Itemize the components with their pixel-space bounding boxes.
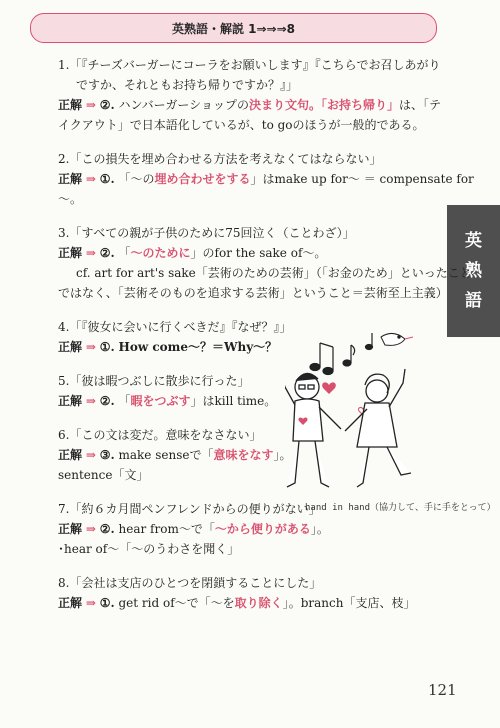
arrow-icon: ⇒ bbox=[85, 596, 96, 610]
answer-line: 正解 ⇒ ①. get rid of～で「～を取り除く」。branch「支店、枝」 bbox=[58, 596, 416, 610]
answer-number: ①. bbox=[99, 596, 115, 610]
answer-label: 正解 bbox=[58, 394, 83, 408]
note: cf. art for art's sake「芸術のための芸術」（「お金のため」といったこと bbox=[76, 266, 472, 280]
explanation-item-3 bbox=[58, 223, 472, 303]
note: sentence「文」 bbox=[58, 468, 149, 482]
question: 2.「この損失を埋め合わせる方法を考えなくてはならない」 bbox=[58, 152, 382, 166]
bird-icon bbox=[381, 333, 413, 345]
arrow-icon: ⇒ bbox=[85, 448, 96, 462]
music-note-icon bbox=[310, 333, 373, 375]
highlight: 埋め合わせをする bbox=[154, 172, 251, 186]
woman-figure bbox=[345, 369, 411, 487]
highlight: ～から便りがある bbox=[214, 522, 311, 536]
answer-line: 正解 ⇒ ②. 「～のために」のfor the sake of～。 bbox=[58, 246, 327, 260]
question: 1.「『チーズバーガーにコーラをお願いします』『こちらでお召しあがり bbox=[58, 58, 441, 72]
answer-line: 正解 ⇒ ②. ハンバーガーショップの決まり文句。「お持ち帰り」は、「テ bbox=[58, 98, 441, 112]
answer-line: 正解 ⇒ ①. How come～？＝Why～？ bbox=[58, 340, 278, 354]
answer-number: ③. bbox=[99, 448, 115, 462]
question: 3.「すべての親が子供のために75回泣く（ことわざ）」 bbox=[58, 226, 355, 240]
question: 4.「『彼女に会いに行くべきだ』『なぜ？』」 bbox=[58, 320, 292, 334]
answer-number: ②. bbox=[99, 394, 115, 408]
explanation-item-1 bbox=[58, 55, 441, 135]
couple-illustration bbox=[285, 325, 455, 525]
question-cont: ですか、それともお持ち帰りですか？』」 bbox=[76, 78, 299, 92]
answer-number: ①. bbox=[99, 172, 115, 186]
answer-line: 正解 ⇒ ②. 「暇をつぶす」はkill time。 bbox=[58, 394, 277, 408]
arrow-icon: ⇒ bbox=[85, 246, 96, 260]
highlight: 「お持ち帰り」 bbox=[320, 98, 399, 112]
highlight: 決まり文句。 bbox=[248, 98, 321, 112]
answer-number: ②. bbox=[99, 98, 115, 112]
answer-number: ①. bbox=[99, 340, 115, 354]
side-tab-char: 熟 bbox=[465, 261, 482, 281]
answer-label: 正解 bbox=[58, 246, 83, 260]
answer-label: 正解 bbox=[58, 172, 83, 186]
arrow-icon: ⇒ bbox=[85, 172, 96, 186]
arrow-icon: ⇒ bbox=[85, 522, 96, 536]
question: 5.「彼は暇つぶしに散歩に行った」 bbox=[58, 374, 250, 388]
answer-label: 正解 bbox=[58, 596, 83, 610]
explanation-item-2 bbox=[58, 149, 474, 209]
answer-line: 正解 ⇒ ②. hear from～で「～から便りがある」。 bbox=[58, 522, 329, 536]
answer-label: 正解 bbox=[58, 522, 83, 536]
highlight: 取り除く bbox=[234, 596, 283, 610]
answer-label: 正解 bbox=[58, 448, 83, 462]
arrow-icon: ⇒ bbox=[85, 394, 96, 408]
heart-icon bbox=[322, 382, 336, 394]
question: 6.「この文は変だ。意味をなさない」 bbox=[58, 428, 262, 442]
arrow-icon: ⇒ bbox=[85, 98, 96, 112]
answer-cont: イクアウト」で日本語化しているが、to goのほうが一般的である。 bbox=[58, 118, 425, 132]
note: ･hear of～「～のうわさを聞く」 bbox=[58, 542, 240, 556]
illustration-caption: hand in hand（協力して、手に手をとって） bbox=[305, 503, 496, 513]
answer-number: ②. bbox=[99, 246, 115, 260]
question: 8.「会社は支店のひとつを閉鎖することにした」 bbox=[58, 576, 322, 590]
answer-label: 正解 bbox=[58, 340, 83, 354]
side-tab-char: 英 bbox=[465, 231, 482, 251]
arrow-icon: ⇒ bbox=[85, 340, 96, 354]
side-tab-char: 語 bbox=[465, 291, 482, 311]
highlight: 意味をなす bbox=[213, 448, 274, 462]
answer-number: ②. bbox=[99, 522, 115, 536]
answer-cont: ～。 bbox=[58, 192, 83, 206]
explanation-item-8 bbox=[58, 573, 423, 613]
highlight: 暇をつぶす bbox=[130, 394, 191, 408]
answer-line: 正解 ⇒ ③. make senseで「意味をなす」。 bbox=[58, 448, 292, 462]
answer-line: 正解 ⇒ ①. 「～の埋め合わせをする」はmake up for～ ＝ compensate for bbox=[58, 172, 474, 186]
section-title: 英熟語・解説 1⇒⇒⇒8 bbox=[171, 21, 296, 36]
page-number: 121 bbox=[428, 681, 457, 699]
question: 7.「約６カ月間ペンフレンドからの便りがない」 bbox=[58, 502, 321, 516]
answer-label: 正解 bbox=[58, 98, 83, 112]
section-header bbox=[30, 13, 437, 43]
note-cont: ではなく、「芸術そのものを追求する芸術」ということ＝芸術至上主義） bbox=[58, 286, 448, 300]
highlight: ～のために bbox=[130, 246, 191, 260]
